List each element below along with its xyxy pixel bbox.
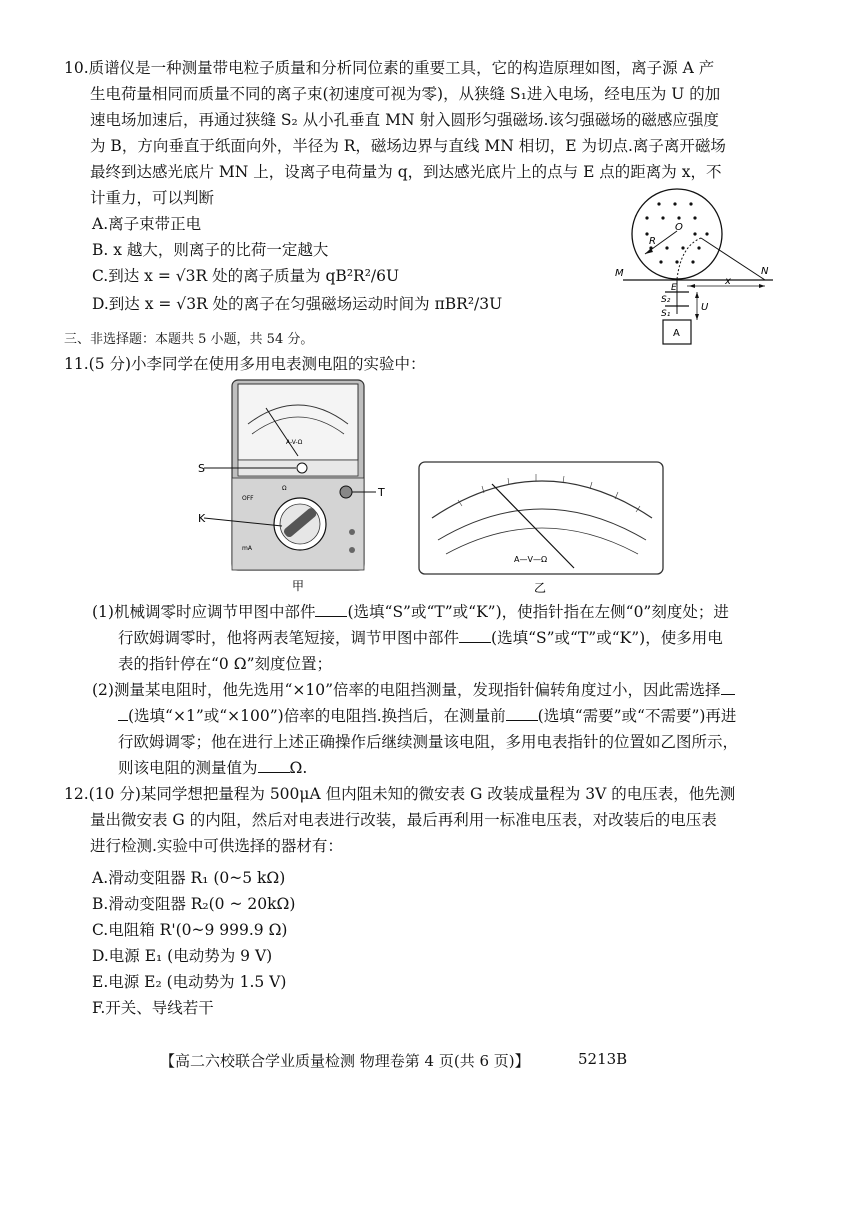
q11-part1-text-b: (选填“S”或“T”或“K”)，使指针指在左侧“0”刻度处；进 xyxy=(347,603,729,621)
figure-caption-jia: 甲 xyxy=(292,579,305,593)
label-s-part: S xyxy=(198,462,205,475)
paper-code: 5213B xyxy=(578,1050,628,1068)
q10-line-1: 10.质谱仪是一种测量带电粒子质量和分析同位素的重要工具，它的构造原理如图，离子源 A 产 xyxy=(64,59,715,77)
label-e: E xyxy=(671,283,677,293)
q10-option-b: B. x 越大，则离子的比荷一定越大 xyxy=(92,241,329,259)
q11-part2-line3: 行欧姆调零；他在进行上述正确操作后继续测量该电阻，多用电表指针的位置如乙图所示， xyxy=(118,733,739,751)
q11-blank-5[interactable] xyxy=(258,758,290,773)
q10-line-5: 最终到达感光底片 MN 上，设离子电荷量为 q，到达感光底片上的点与 E 点的距离为 x，不 xyxy=(90,163,722,181)
q10-option-c: C.到达 x = √3R 处的离子质量为 qB²R²/6U xyxy=(92,267,400,285)
multimeter-figure-jia xyxy=(196,378,396,596)
q11-part2-text-e: Ω. xyxy=(289,759,308,777)
label-u: U xyxy=(701,302,709,313)
q11-part1-line2 xyxy=(118,628,723,648)
q12-item-c: C.电阻箱 R'(0~9 999.9 Ω) xyxy=(92,921,288,939)
q11-part2-text-b: (选填“×1”或“×100”)倍率的电阻挡.换挡后，在测量前 xyxy=(128,707,506,725)
label-x: x xyxy=(725,276,731,287)
q10-line-6: 计重力，可以判断 xyxy=(90,189,215,207)
q11-part2-text-d: 则该电阻的测量值为 xyxy=(118,759,258,777)
label-k-part: K xyxy=(198,512,206,525)
label-o: O xyxy=(675,222,683,233)
label-ma: mA xyxy=(242,545,252,552)
meter-face-text: A—V—Ω xyxy=(514,555,548,564)
q12-item-e: E.电源 E₂ (电动势为 1.5 V) xyxy=(92,973,287,991)
q10-line-4: 为 B，方向垂直于纸面向外，半径为 R，磁场边界与直线 MN 相切，E 为切点.离子离开磁场 xyxy=(90,137,726,155)
q12-line-1: 12.(10 分)某同学想把量程为 500μA 但内阻未知的微安表 G 改装成量程为 3V 的电压表，他先测 xyxy=(64,785,736,803)
label-m: M xyxy=(615,268,624,279)
q11-blank-3b[interactable] xyxy=(118,706,128,721)
q11-part2-line1 xyxy=(92,680,735,700)
label-s2: S₂ xyxy=(661,295,671,305)
label-omega-dial: Ω xyxy=(282,485,287,492)
label-t-part: T xyxy=(378,486,385,499)
meter-scale-figure-yi xyxy=(418,458,666,596)
q11-part1-text-a: (1)机械调零时应调节甲图中部件 xyxy=(92,603,316,621)
q11-part1-line3: 表的指针停在“0 Ω”刻度位置； xyxy=(118,655,332,673)
q11-title: 11.(5 分)小李同学在使用多用电表测电阻的实验中： xyxy=(64,355,426,373)
q11-blank-3a[interactable] xyxy=(721,680,735,695)
label-n: N xyxy=(761,266,769,277)
q10-option-a: A.离子束带正电 xyxy=(92,215,202,233)
q11-part1-text-d: (选填“S”或“T”或“K”)，使多用电 xyxy=(491,629,723,647)
q11-part2-line4 xyxy=(118,758,307,778)
q11-part2-text-a: (2)测量某电阻时，他先选用“×10”倍率的电阻挡测量，发现指针偏转角度过小，因此需选择 xyxy=(92,681,721,699)
magnetic-field-dots xyxy=(645,202,708,263)
label-off: OFF xyxy=(242,495,254,502)
q10-line-3: 速电场加速后，再通过狭缝 S₂ 从小孔垂直 MN 射入圆形匀强磁场.该匀强磁场的磁感应强度 xyxy=(90,111,719,129)
page-footer: 【高二六校联合学业质量检测 物理卷第 4 页(共 6 页)】 xyxy=(160,1052,530,1070)
q11-part2-line2 xyxy=(118,706,736,726)
label-s1: S₁ xyxy=(661,309,671,319)
q12-line-3: 进行检测.实验中可供选择的器材有： xyxy=(90,837,343,855)
q12-line-2: 量出微安表 G 的内阻，然后对电表进行改装，最后再利用一标准电压表，对改装后的电压表 xyxy=(90,811,717,829)
meter-scale-text: A-V-Ω xyxy=(286,439,303,446)
q11-blank-2[interactable] xyxy=(459,628,491,643)
mass-spectrometer-figure xyxy=(615,186,780,348)
q11-part1-line1 xyxy=(92,602,729,622)
label-a: A xyxy=(673,328,680,339)
q12-item-b: B.滑动变阻器 R₂(0 ~ 20kΩ) xyxy=(92,895,296,913)
figure-caption-yi: 乙 xyxy=(534,581,547,595)
q12-item-f: F.开关、导线若干 xyxy=(92,999,214,1017)
q11-blank-4[interactable] xyxy=(506,706,538,721)
q10-line-2: 生电荷量相同而质量不同的离子束(初速度可视为零)，从狭缝 S₁进入电场，经电压为 U 的加 xyxy=(90,85,721,103)
q11-blank-1[interactable] xyxy=(315,602,347,617)
q12-item-a: A.滑动变阻器 R₁ (0~5 kΩ) xyxy=(92,869,286,887)
section-3-heading: 三、非选择题：本题共 5 小题，共 54 分。 xyxy=(64,332,314,347)
q11-part2-text-c: (选填“需要”或“不需要”)再进 xyxy=(537,707,737,725)
q10-option-d: D.到达 x = √3R 处的离子在匀强磁场运动时间为 πBR²/3U xyxy=(92,295,503,313)
q11-part1-text-c: 行欧姆调零时，他将两表笔短接，调节甲图中部件 xyxy=(118,629,460,647)
label-r: R xyxy=(649,236,656,247)
q12-item-d: D.电源 E₁ (电动势为 9 V) xyxy=(92,947,273,965)
